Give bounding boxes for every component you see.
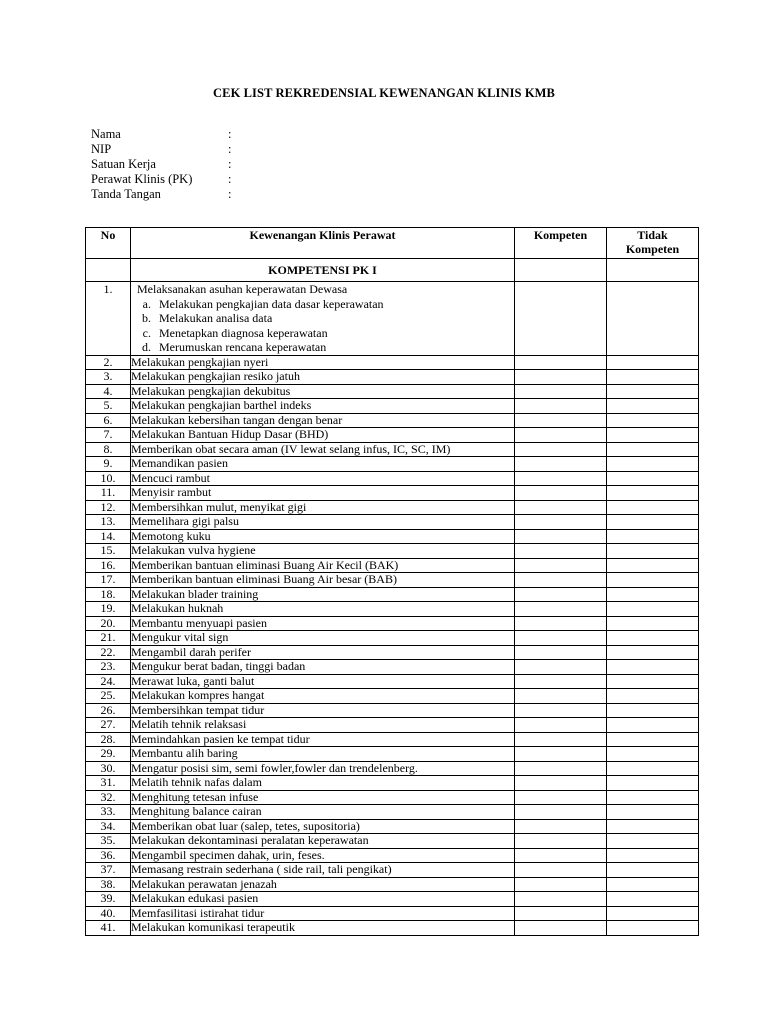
tidak-kompeten-cell[interactable] (607, 645, 699, 660)
row-number: 26. (86, 703, 131, 718)
tidak-kompeten-cell[interactable] (607, 674, 699, 689)
header-kewenangan: Kewenangan Klinis Perawat (131, 228, 515, 259)
table-row (86, 486, 699, 501)
kompeten-cell[interactable] (515, 921, 607, 936)
tidak-kompeten-cell[interactable] (607, 457, 699, 472)
table-row (86, 805, 699, 820)
kompeten-cell[interactable] (515, 486, 607, 501)
row-number: 15. (86, 544, 131, 559)
row-number: 4. (86, 384, 131, 399)
tidak-kompeten-cell[interactable] (607, 819, 699, 834)
row-description: Memberikan bantuan eliminasi Buang Air besar (BAB) (131, 573, 515, 588)
field-colon: : (228, 172, 232, 186)
row-description (131, 282, 515, 356)
row-number: 21. (86, 631, 131, 646)
header-no: No (86, 228, 131, 259)
row-description: Memotong kuku (131, 529, 515, 544)
section-title: KOMPETENSI PK I (131, 259, 515, 282)
sub-text: Menetapkan diagnosa keperawatan (159, 325, 328, 340)
row-description: Membersihkan tempat tidur (131, 703, 515, 718)
row-main-text: Melaksanakan asuhan keperawatan Dewasa (137, 282, 348, 296)
kompeten-cell[interactable] (515, 747, 607, 762)
tidak-kompeten-cell[interactable] (607, 529, 699, 544)
table-header-row (86, 228, 699, 259)
tidak-kompeten-cell[interactable] (607, 428, 699, 443)
table-row (86, 442, 699, 457)
kompeten-cell[interactable] (515, 515, 607, 530)
kompeten-cell[interactable] (515, 761, 607, 776)
table-row (86, 776, 699, 791)
table-row (86, 703, 699, 718)
info-row-perawat-klinis (91, 172, 238, 187)
sub-letter: d. (142, 340, 151, 354)
table-row (86, 544, 699, 559)
row-description: Melakukan pengkajian barthel indeks (131, 399, 515, 414)
table-row (86, 819, 699, 834)
row-description: Melakukan kebersihan tangan dengan benar (131, 413, 515, 428)
kompeten-cell[interactable] (515, 906, 607, 921)
row-number: 35. (86, 834, 131, 849)
table-row (86, 790, 699, 805)
kompeten-cell[interactable] (515, 819, 607, 834)
kompeten-cell[interactable] (515, 877, 607, 892)
tidak-kompeten-cell[interactable] (607, 399, 699, 414)
kompeten-cell[interactable] (515, 428, 607, 443)
kompeten-cell[interactable] (515, 834, 607, 849)
identity-fields (91, 127, 238, 202)
table-row (86, 500, 699, 515)
row-number-text: 1. (103, 282, 113, 296)
kompeten-cell[interactable] (515, 776, 607, 791)
tidak-kompeten-cell[interactable] (607, 848, 699, 863)
kompeten-cell[interactable] (515, 471, 607, 486)
tidak-kompeten-cell[interactable] (607, 515, 699, 530)
row-number: 41. (86, 921, 131, 936)
kompeten-cell[interactable] (515, 544, 607, 559)
row-number: 30. (86, 761, 131, 776)
table-row (86, 413, 699, 428)
table-row (86, 399, 699, 414)
row-number: 34. (86, 819, 131, 834)
document-title: CEK LIST REKREDENSIAL KEWENANGAN KLINIS KMB (213, 86, 555, 100)
table-row (86, 877, 699, 892)
kompeten-cell[interactable] (515, 616, 607, 631)
kompeten-cell[interactable] (515, 399, 607, 414)
tidak-kompeten-cell[interactable] (607, 587, 699, 602)
row-number: 25. (86, 689, 131, 704)
info-row-tanda-tangan (91, 187, 238, 202)
tidak-kompeten-cell[interactable] (607, 370, 699, 385)
row-description: Melakukan komunikasi terapeutik (131, 921, 515, 936)
field-label: Perawat Klinis (PK) (91, 172, 193, 186)
row-description: Memandikan pasien (131, 457, 515, 472)
row-number: 32. (86, 790, 131, 805)
tidak-kompeten-cell[interactable] (607, 384, 699, 399)
row-number: 7. (86, 428, 131, 443)
sub-text: Merumuskan rencana keperawatan (159, 340, 327, 354)
row-description: Menghitung balance cairan (131, 805, 515, 820)
row-description: Melatih tehnik nafas dalam (131, 776, 515, 791)
table-row (86, 761, 699, 776)
row-number: 31. (86, 776, 131, 791)
tidak-kompeten-cell[interactable] (607, 689, 699, 704)
row-description: Memasang restrain sederhana ( side rail, tali pengikat) (131, 863, 515, 878)
row-number: 18. (86, 587, 131, 602)
row-description: Melakukan perawatan jenazah (131, 877, 515, 892)
row-description: Melakukan vulva hygiene (131, 544, 515, 559)
kompeten-cell[interactable] (515, 631, 607, 646)
kompeten-cell[interactable] (515, 558, 607, 573)
table-row (86, 848, 699, 863)
table-row (86, 906, 699, 921)
tidak-kompeten-cell[interactable] (607, 747, 699, 762)
sub-text: Melakukan pengkajian data dasar keperawatan (159, 296, 384, 311)
info-row-nama (91, 127, 238, 142)
tidak-kompeten-cell[interactable] (607, 544, 699, 559)
kompeten-cell[interactable] (515, 370, 607, 385)
row-number: 17. (86, 573, 131, 588)
row-description: Melakukan Bantuan Hidup Dasar (BHD) (131, 428, 515, 443)
tidak-kompeten-cell[interactable] (607, 660, 699, 675)
header-kompeten: Kompeten (515, 228, 607, 259)
kompeten-cell[interactable] (515, 645, 607, 660)
row-number: 3. (86, 370, 131, 385)
table-row (86, 471, 699, 486)
kompeten-cell[interactable] (515, 282, 607, 356)
tidak-kompeten-cell[interactable] (607, 761, 699, 776)
row-description: Mencuci rambut (131, 471, 515, 486)
kompeten-cell[interactable] (515, 529, 607, 544)
kompeten-cell[interactable] (515, 259, 607, 282)
table-row (86, 674, 699, 689)
table-row (86, 660, 699, 675)
table-row (86, 529, 699, 544)
row-description: Melakukan edukasi pasien (131, 892, 515, 907)
table-row (86, 689, 699, 704)
sub-letter: c. (142, 325, 151, 340)
tidak-kompeten-cell[interactable] (607, 355, 699, 370)
table-row (86, 573, 699, 588)
row-description: Membantu alih baring (131, 747, 515, 762)
table-row (86, 892, 699, 907)
table-row (86, 370, 699, 385)
sub-text: Melakukan analisa data (159, 311, 273, 325)
field-colon: : (228, 142, 232, 156)
kompeten-cell[interactable] (515, 732, 607, 747)
row-description: Mengambil specimen dahak, urin, feses. (131, 848, 515, 863)
row-number: 10. (86, 471, 131, 486)
field-label: NIP (91, 142, 112, 156)
row-description: Memfasilitasi istirahat tidur (131, 906, 515, 921)
row-description: Mengambil darah perifer (131, 645, 515, 660)
row-number: 38. (86, 877, 131, 892)
row-number: 19. (86, 602, 131, 617)
header-tidak-line1: Tidak (637, 228, 668, 242)
row-number: 20. (86, 616, 131, 631)
field-colon: : (228, 157, 232, 171)
table-row (86, 834, 699, 849)
row-number: 11. (86, 486, 131, 501)
kompeten-cell[interactable] (515, 689, 607, 704)
competency-checklist-table (85, 227, 699, 936)
kompeten-cell[interactable] (515, 805, 607, 820)
table-row (86, 355, 699, 370)
tidak-kompeten-cell[interactable] (607, 718, 699, 733)
row-number: 12. (86, 500, 131, 515)
tidak-kompeten-cell[interactable] (607, 259, 699, 282)
kompeten-cell[interactable] (515, 442, 607, 457)
kompeten-cell[interactable] (515, 674, 607, 689)
header-tidak-kompeten (607, 228, 699, 259)
kompeten-cell[interactable] (515, 500, 607, 515)
row-number: 33. (86, 805, 131, 820)
sub-item (137, 297, 514, 312)
row-number: 2. (86, 355, 131, 370)
kompeten-cell[interactable] (515, 660, 607, 675)
table-row (86, 863, 699, 878)
kompeten-cell[interactable] (515, 892, 607, 907)
table-row (86, 384, 699, 399)
kompeten-cell[interactable] (515, 703, 607, 718)
section-no-cell (86, 259, 131, 282)
row-description: Memelihara gigi palsu (131, 515, 515, 530)
tidak-kompeten-cell[interactable] (607, 442, 699, 457)
row-description: Memberikan obat secara aman (IV lewat selang infus, IC, SC, IM) (131, 442, 515, 457)
field-colon: : (228, 187, 232, 201)
row-description: Melakukan blader training (131, 587, 515, 602)
row-description: Menyisir rambut (131, 486, 515, 501)
kompeten-cell[interactable] (515, 863, 607, 878)
sub-item (137, 326, 514, 341)
row-description: Melakukan dekontaminasi peralatan keperawatan (131, 834, 515, 849)
tidak-kompeten-cell[interactable] (607, 631, 699, 646)
row-description: Merawat luka, ganti balut (131, 674, 515, 689)
tidak-kompeten-cell[interactable] (607, 703, 699, 718)
tidak-kompeten-cell[interactable] (607, 558, 699, 573)
info-row-nip (91, 142, 238, 157)
table-row (86, 747, 699, 762)
row-description: Membantu menyuapi pasien (131, 616, 515, 631)
row-description: Melakukan pengkajian resiko jatuh (131, 370, 515, 385)
row-number: 9. (86, 457, 131, 472)
row-number: 6. (86, 413, 131, 428)
tidak-kompeten-cell[interactable] (607, 616, 699, 631)
row-description: Mengukur vital sign (131, 631, 515, 646)
kompeten-cell[interactable] (515, 718, 607, 733)
kompeten-cell[interactable] (515, 457, 607, 472)
row-description: Memindahkan pasien ke tempat tidur (131, 732, 515, 747)
kompeten-cell[interactable] (515, 413, 607, 428)
table-row (86, 515, 699, 530)
section-row (86, 259, 699, 282)
tidak-kompeten-cell[interactable] (607, 906, 699, 921)
sub-letter: b. (142, 311, 151, 325)
tidak-kompeten-cell[interactable] (607, 877, 699, 892)
row-number: 36. (86, 848, 131, 863)
tidak-kompeten-cell[interactable] (607, 486, 699, 501)
row-description: Melatih tehnik relaksasi (131, 718, 515, 733)
sub-item (137, 340, 514, 355)
table-row (86, 457, 699, 472)
row-number: 29. (86, 747, 131, 762)
row-number: 39. (86, 892, 131, 907)
row-description: Memberikan bantuan eliminasi Buang Air Kecil (BAK) (131, 558, 515, 573)
row-number: 40. (86, 906, 131, 921)
row-number: 24. (86, 674, 131, 689)
field-label: Satuan Kerja (91, 157, 156, 171)
table-row (86, 921, 699, 936)
tidak-kompeten-cell[interactable] (607, 282, 699, 356)
table-row (86, 587, 699, 602)
tidak-kompeten-cell[interactable] (607, 921, 699, 936)
row-number: 37. (86, 863, 131, 878)
row-number: 27. (86, 718, 131, 733)
tidak-kompeten-cell[interactable] (607, 805, 699, 820)
sub-letter: a. (142, 296, 151, 311)
table-row (86, 631, 699, 646)
row-number: 23. (86, 660, 131, 675)
kompeten-cell[interactable] (515, 602, 607, 617)
kompeten-cell[interactable] (515, 790, 607, 805)
tidak-kompeten-cell[interactable] (607, 834, 699, 849)
sub-item (137, 311, 514, 326)
table-row (86, 282, 699, 356)
tidak-kompeten-cell[interactable] (607, 573, 699, 588)
row-description: Memberikan obat luar (salep, tetes, supositoria) (131, 819, 515, 834)
table-row (86, 428, 699, 443)
row-description: Melakukan pengkajian dekubitus (131, 384, 515, 399)
kompeten-cell[interactable] (515, 848, 607, 863)
table-row (86, 602, 699, 617)
tidak-kompeten-cell[interactable] (607, 500, 699, 515)
row-number: 8. (86, 442, 131, 457)
tidak-kompeten-cell[interactable] (607, 790, 699, 805)
table-row (86, 616, 699, 631)
row-number (86, 282, 131, 356)
info-row-satuan-kerja (91, 157, 238, 172)
row-number: 22. (86, 645, 131, 660)
field-label: Tanda Tangan (91, 187, 161, 201)
tidak-kompeten-cell[interactable] (607, 471, 699, 486)
kompeten-cell[interactable] (515, 587, 607, 602)
kompeten-cell[interactable] (515, 384, 607, 399)
field-colon: : (228, 127, 232, 141)
tidak-kompeten-cell[interactable] (607, 602, 699, 617)
header-tidak-line2: Kompeten (625, 242, 680, 256)
row-description: Membersihkan mulut, menyikat gigi (131, 500, 515, 515)
tidak-kompeten-cell[interactable] (607, 776, 699, 791)
row-description: Melakukan kompres hangat (131, 689, 515, 704)
row-description: Melakukan huknah (131, 602, 515, 617)
table-row (86, 645, 699, 660)
table-row (86, 732, 699, 747)
row-description: Mengatur posisi sim, semi fowler,fowler dan trendelenberg. (131, 761, 515, 776)
tidak-kompeten-cell[interactable] (607, 413, 699, 428)
field-label: Nama (91, 127, 121, 141)
row-number: 28. (86, 732, 131, 747)
row-number: 13. (86, 515, 131, 530)
row-description: Mengukur berat badan, tinggi badan (131, 660, 515, 675)
table-row (86, 718, 699, 733)
row-description: Melakukan pengkajian nyeri (131, 355, 515, 370)
tidak-kompeten-cell[interactable] (607, 732, 699, 747)
row-number: 5. (86, 399, 131, 414)
row-number: 14. (86, 529, 131, 544)
kompeten-cell[interactable] (515, 355, 607, 370)
tidak-kompeten-cell[interactable] (607, 892, 699, 907)
row-description: Menghitung tetesan infuse (131, 790, 515, 805)
kompeten-cell[interactable] (515, 573, 607, 588)
row-number: 16. (86, 558, 131, 573)
tidak-kompeten-cell[interactable] (607, 863, 699, 878)
table-row (86, 558, 699, 573)
